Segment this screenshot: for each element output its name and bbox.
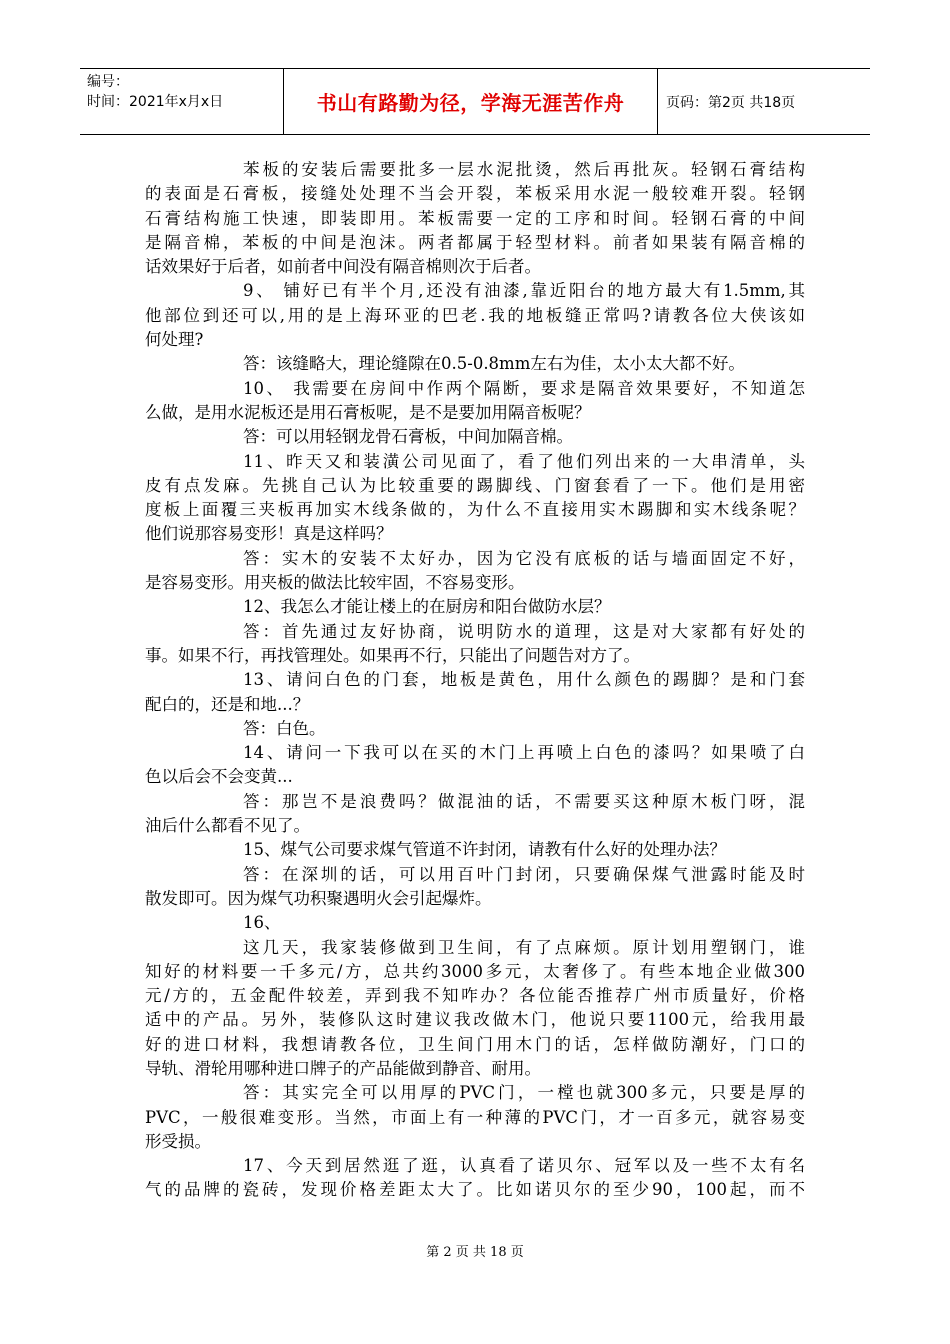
text-line: 何处理? xyxy=(145,330,204,350)
text-line: 答：首先通过友好协商，说明防水的道理，这是对大家都有好处的 xyxy=(243,621,805,641)
text-line: 好的进口材料，我想请教各位，卫生间门用木门的话，怎样做防潮好，门口的 xyxy=(145,1034,805,1054)
text-line: 么做，是用水泥板还是用石膏板呢，是不是要加用隔音板呢？ xyxy=(145,402,591,422)
text-line: 形受损。 xyxy=(145,1131,211,1151)
text-line: 话效果好于后者，如前者中间没有隔音棉则次于后者。 xyxy=(145,257,541,277)
page-footer: 第 2 页 共 18 页 xyxy=(426,1245,524,1260)
text-line: 元/方的，五金配件较差，弄到我不知咋办？各位能否推荐广州市质量好，价格 xyxy=(145,986,805,1006)
header-motto: 书山有路勤为径，学海无涯苦作舟 xyxy=(316,91,625,115)
text-line: 他部位到还可以,用的是上海环亚的巴老.我的地板缝正常吗?请教各位大侠该如 xyxy=(145,305,805,325)
text-line: 皮有点发麻。先挑自己认为比较重要的踢脚线、门窗套看了一下。他们是用密 xyxy=(145,475,805,495)
text-line: 9、 铺好已有半个月,还没有油漆,靠近阳台的地方最大有1.5mm,其 xyxy=(243,281,805,301)
text-line: 散发即可。因为煤气功积聚遇明火会引起爆炸。 xyxy=(145,888,492,908)
text-line: 他们说那容易变形！真是这样吗？ xyxy=(145,524,393,544)
text-line: 答：在深圳的话，可以用百叶门封闭，只要确保煤气泄露时能及时 xyxy=(243,864,805,884)
text-line: PVC，一般很难变形。当然，市面上有一种薄的PVC门，才一百多元，就容易变 xyxy=(145,1107,805,1127)
text-line: 答：其实完全可以用厚的PVC门，一樘也就300多元，只要是厚的 xyxy=(243,1083,805,1103)
text-line: 17、今天到居然逛了逛，认真看了诺贝尔、冠军以及一些不太有名 xyxy=(243,1156,805,1176)
text-line: 12、我怎么才能让楼上的在厨房和阳台做防水层？ xyxy=(243,597,611,617)
text-line: 这几天，我家装修做到卫生间，有了点麻烦。原计划用塑钢门，谁 xyxy=(243,937,805,957)
text-line: 气的品牌的瓷砖，发现价格差距太大了。比如诺贝尔的至少90，100起，而不 xyxy=(145,1180,805,1200)
document-number-label: 编号： xyxy=(87,74,129,90)
page-header xyxy=(80,68,870,135)
text-line: 是容易变形。用夹板的做法比较牢固，不容易变形。 xyxy=(145,573,525,593)
text-line: 色以后会不会变黄... xyxy=(145,767,293,787)
text-line: 知好的材料要一千多元/方，总共约3000多元，太奢侈了。有些本地企业做300 xyxy=(145,961,805,981)
text-line: 石膏结构施工快速，即装即用。苯板需要一定的工序和时间。轻钢石膏的中间 xyxy=(145,208,805,228)
text-line: 是隔音棉，苯板的中间是泡沫。两者都属于轻型材料。前者如果装有隔音棉的 xyxy=(145,232,805,252)
text-line: 13、请问白色的门套，地板是黄色，用什么颜色的踢脚？是和门套 xyxy=(243,670,805,690)
text-line: 适中的产品。另外，装修队这时建议我改做木门，他说只要1100元，给我用最 xyxy=(145,1010,805,1030)
text-line: 10、 我需要在房间中作两个隔断，要求是隔音效果要好，不知道怎 xyxy=(243,378,805,398)
text-line: 配白的，还是和地...？ xyxy=(145,694,310,714)
header-meta xyxy=(87,72,287,112)
document-body xyxy=(145,158,805,1203)
header-divider xyxy=(657,69,658,134)
text-line: 15、煤气公司要求煤气管道不许封闭，请教有什么好的处理办法？ xyxy=(243,840,726,860)
header-page-info: 页码：第2页 共18页 xyxy=(666,94,796,111)
text-line: 14、请问一下我可以在买的木门上再喷上白色的漆吗？如果喷了白 xyxy=(243,743,805,763)
text-line: 11、昨天又和装潢公司见面了，看了他们列出来的一大串清单，头 xyxy=(243,451,805,471)
text-line: 油后什么都看不见了。 xyxy=(145,816,310,836)
document-date-label: 时间：2021年x月x日 xyxy=(87,94,224,110)
text-line: 答：该缝略大，理论缝隙在0.5-0.8mm左右为佳，太小太大都不好。 xyxy=(243,354,745,374)
text-line: 答：可以用轻钢龙骨石膏板，中间加隔音棉。 xyxy=(243,427,573,447)
text-line: 16、 xyxy=(243,913,281,933)
text-line: 苯板的安装后需要批多一层水泥批烫，然后再批灰。轻钢石膏结构 xyxy=(243,160,805,179)
text-line: 的表面是石膏板，接缝处处理不当会开裂，苯板采用水泥一般较难开裂。轻钢 xyxy=(145,184,805,204)
text-line: 度板上面覆三夹板再加实木线条做的，为什么不直接用实木踢脚和实木线条呢？ xyxy=(145,500,805,520)
text-line: 答：白色。 xyxy=(243,718,326,738)
text-line: 答：实木的安装不太好办，因为它没有底板的话与墙面固定不好， xyxy=(243,548,805,568)
text-line: 答：那岂不是浪费吗？做混油的话，不需要买这种原木板门呀，混 xyxy=(243,791,805,811)
text-line: 事。如果不行，再找管理处。如果再不行，只能出了问题告对方了。 xyxy=(145,645,640,665)
text-line: 导轨、滑轮用哪种进口牌子的产品能做到静音、耐用。 xyxy=(145,1058,541,1078)
